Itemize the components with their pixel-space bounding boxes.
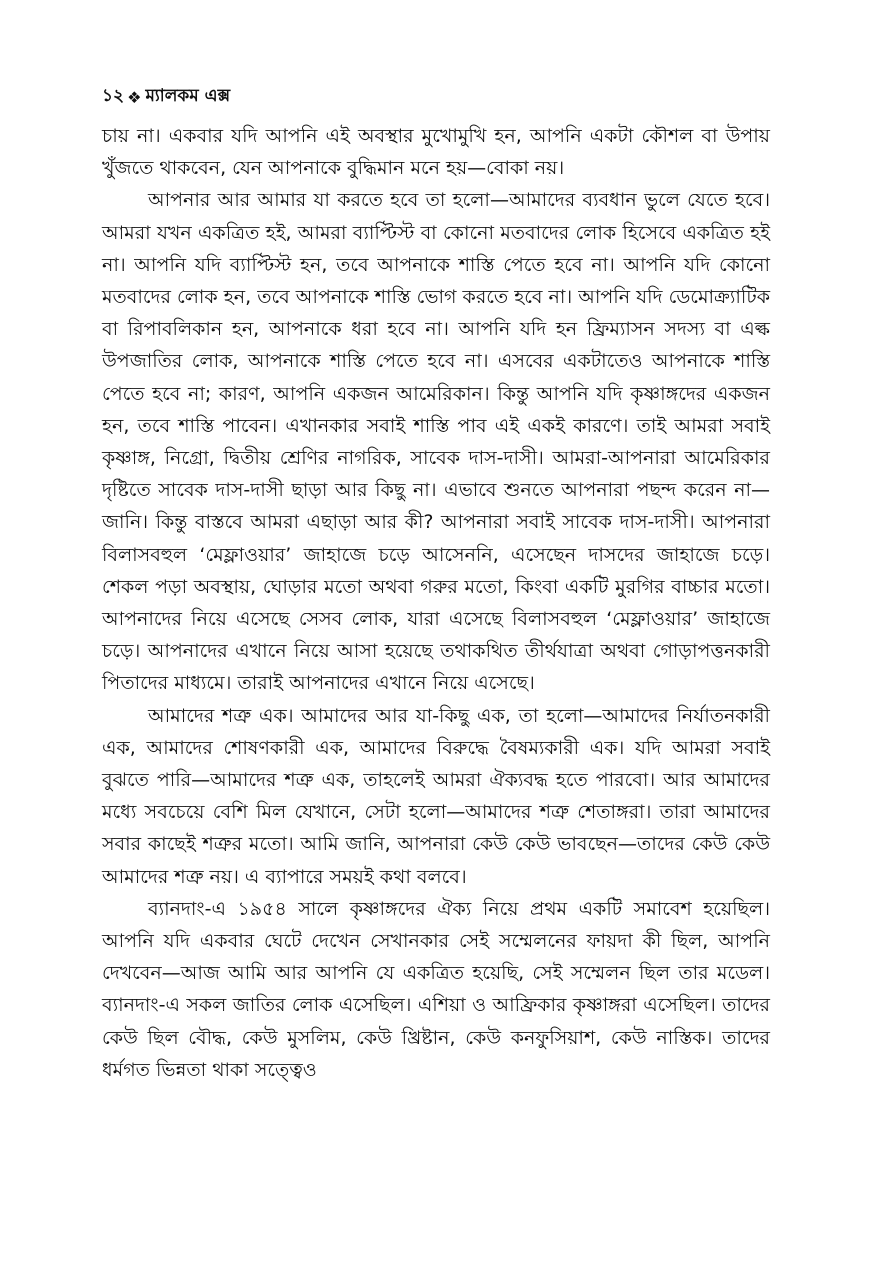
paragraph: ব্যানদাং-এ ১৯৫৪ সালে কৃষ্ণাঙ্গদের ঐক্য নিয়ে প্রথম একটি সমাবেশ হয়েছিল। আপনি যদি একবার ঘেটে দেখেন সেখানকার সেই সম্মেলনের ফায়দা কী ছিল, আপনি দেখবেন—আজ আমি আর আপনি যে একত্রিত হয়েছি, সেই সম্মেলন ছিল তার মডেল। ব্যানদাং-এ সকল জাতির লোক এসেছিল। এশিয়া ও আফ্রিকার কৃষ্ণাঙ্গরা এসেছিল। তাদের কেউ ছিল বৌদ্ধ, কেউ মুসলিম, কেউ খ্রিষ্টান, কেউ কনফুসিয়াশ, কেউ নাস্তিক। তাদের ধর্মগত ভিন্নতা থাকা সত্ত্বেও <box>102 897 770 1081</box>
paragraph: আমাদের শত্রু এক। আমাদের আর যা-কিছু এক, তা হলো—আমাদের নির্যাতনকারী এক, আমাদের শোষণকারী এক, আমাদের বিরুদ্ধে বৈষম্যকারী এক। যদি আমরা সবাই বুঝতে পারি—আমাদের শত্রু এক, তাহলেই আমরা ঐক্যবদ্ধ হতে পারবো। আর আমাদের মধ্যে সবচেয়ে বেশি মিল যেখানে, সেটা হলো—আমাদের শত্রু শেতাঙ্গরা। তারা আমাদের সবার কাছেই শত্রুর মতো। আমি জানি, আপনারা কেউ কেউ ভাবছেন—তাদের কেউ কেউ আমাদের শত্রু নয়। এ ব্যাপারে সময়ই কথা বলবে। <box>102 704 770 888</box>
body-text <box>102 120 770 1086</box>
diamond-icon: ❖ <box>127 87 142 107</box>
running-title: ম্যালকম এক্স <box>145 86 231 106</box>
page-number: ১২ <box>102 86 125 106</box>
book-page <box>102 84 770 1086</box>
running-header <box>102 84 770 110</box>
paragraph-continued: চায় না। একবার যদি আপনি এই অবস্থার মুখোমুখি হন, আপনি একটা কৌশল বা উপায় খুঁজতে থাকবেন, যেন আপনাকে বুদ্ধিমান মনে হয়—বোকা নয়। <box>102 125 770 180</box>
paragraph: আপনার আর আমার যা করতে হবে তা হলো—আমাদের ব্যবধান ভুলে যেতে হবে। আমরা যখন একত্রিত হই, আমরা ব্যাপ্টিস্ট বা কোনো মতবাদের লোক হিসেবে একত্রিত হই না। আপনি যদি ব্যাপ্টিস্ট হন, তবে আপনাকে শাস্তি পেতে হবে না। আপনি যদি কোনো মতবাদের লোক হন, তবে আপনাকে শাস্তি ভোগ করতে হবে না। আপনি যদি ডেমোক্র্যাটিক বা রিপাবলিকান হন, আপনাকে ধরা হবে না। আপনি যদি হন ফ্রিম্যাসন সদস্য বা এল্ক উপজাতির লোক, আপনাকে শাস্তি পেতে হবে না। এসবের একটাতেও আপনাকে শাস্তি পেতে হবে না; কারণ, আপনি একজন আমেরিকান। কিন্তু আপনি যদি কৃষ্ণাঙ্গদের একজন হন, তবে শাস্তি পাবেন। এখানকার সবাই শাস্তি পাব এই একই কারণে। তাই আমরা সবাই কৃষ্ণাঙ্গ, নিগ্রো, দ্বিতীয় শ্রেণির নাগরিক, সাবেক দাস-দাসী। আমরা-আপনারা আমেরিকার দৃষ্টিতে সাবেক দাস-দাসী ছাড়া আর কিছু না। এভাবে শুনতে আপনারা পছন্দ করেন না—জানি। কিন্তু বাস্তবে আমরা এছাড়া আর কী? আপনারা সবাই সাবেক দাস-দাসী। আপনারা বিলাসবহুল ‘মেফ্লাওয়ার’ জাহাজে চড়ে আসেননি, এসেছেন দাসদের জাহাজে চড়ে। শেকল পড়া অবস্থায়, ঘোড়ার মতো অথবা গরুর মতো, কিংবা একটি মুরগির বাচ্চার মতো। আপনাদের নিয়ে এসেছে সেসব লোক, যারা এসেছে বিলাসবহুল ‘মেফ্লাওয়ার’ জাহাজে চড়ে। আপনাদের এখানে নিয়ে আসা হয়েছে তথাকথিত তীর্থযাত্রা অথবা গোড়াপত্তনকারী পিতাদের মাধ্যমে। তারাই আপনাদের এখানে নিয়ে এসেছে। <box>102 189 770 695</box>
